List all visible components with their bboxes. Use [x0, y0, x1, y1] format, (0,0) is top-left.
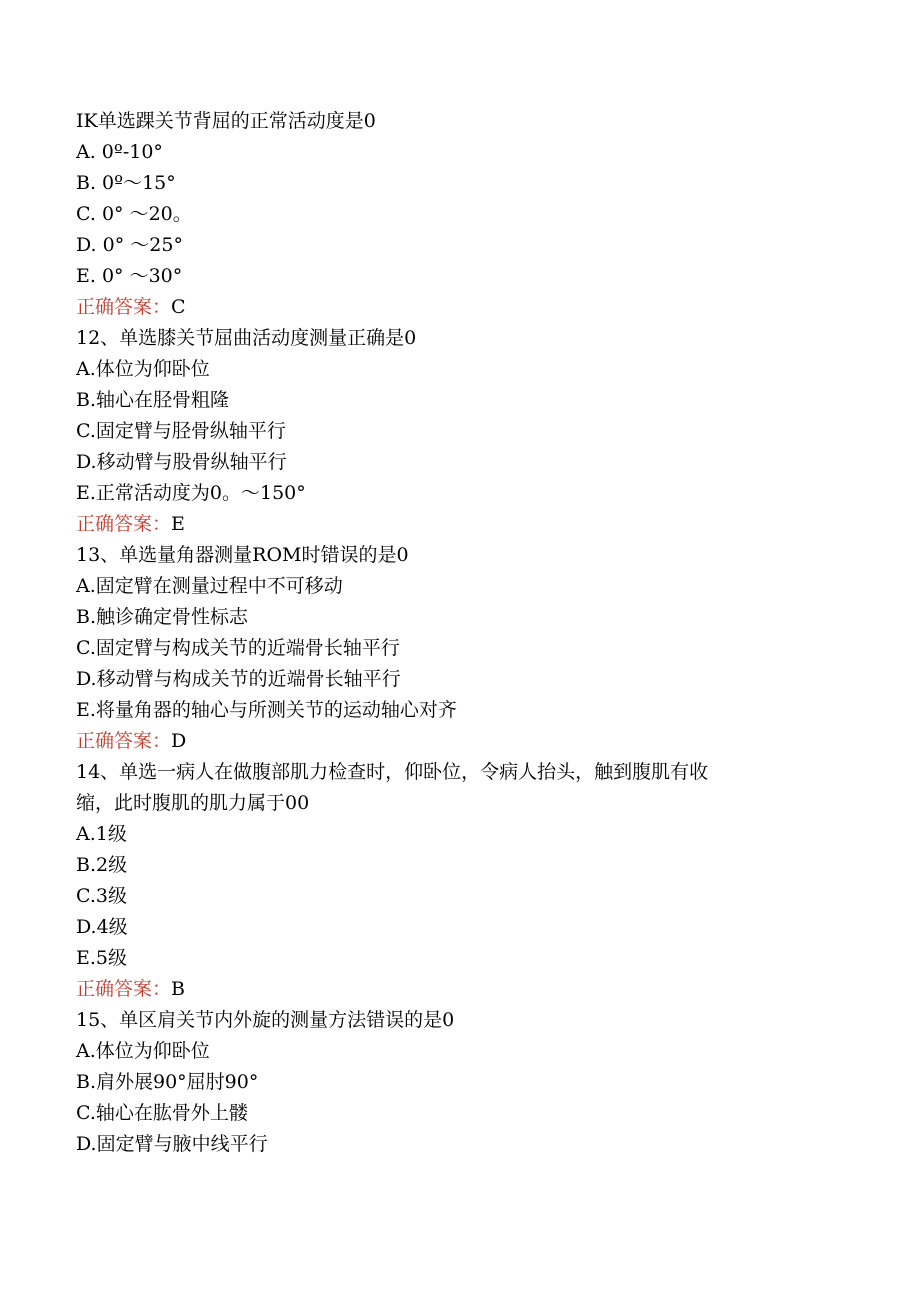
option: C.3级 [76, 885, 127, 907]
option: E.5级 [76, 947, 127, 969]
option: B.触诊确定骨性标志 [76, 606, 249, 628]
answer-line [76, 726, 876, 757]
option: C.固定臂与构成关节的近端骨长轴平行 [76, 637, 400, 659]
option: D. 0° ～25° [76, 234, 183, 256]
option: D.固定臂与腋中线平行 [76, 1133, 268, 1155]
answer-value: D [171, 730, 187, 752]
option: E. 0° ～30° [76, 265, 183, 287]
answer-value: C [171, 296, 186, 318]
option: C.固定臂与胫骨纵轴平行 [76, 420, 286, 442]
option: B. 0º～15° [76, 172, 176, 194]
answer-value: E [171, 513, 185, 535]
question-stem: 12、单选膝关节屈曲活动度测量正确是0 [76, 327, 417, 349]
answer-label: 正确答案： [76, 978, 172, 1000]
question-stem: 13、单选量角器测量ROM时错误的是0 [76, 544, 409, 566]
option: D.移动臂与构成关节的近端骨长轴平行 [76, 668, 401, 690]
answer-line [76, 509, 876, 540]
answer-line [76, 974, 876, 1005]
answer-label: 正确答案： [76, 513, 172, 535]
option: A.体位为仰卧位 [76, 358, 210, 380]
option: D.4级 [76, 916, 128, 938]
answer-label: 正确答案： [76, 730, 172, 752]
document-page [76, 106, 876, 1160]
option: A.固定臂在测量过程中不可移动 [76, 575, 343, 597]
option: A.体位为仰卧位 [76, 1040, 210, 1062]
option: A. 0º-10° [76, 141, 163, 163]
question-stem-line: 缩，此时腹肌的肌力属于00 [76, 792, 310, 814]
option: B.轴心在胫骨粗隆 [76, 389, 230, 411]
question-stem-line: 14、单选一病人在做腹部肌力检查时，仰卧位，令病人抬头，触到腹肌有收 [76, 761, 709, 783]
option: D.移动臂与股骨纵轴平行 [76, 451, 287, 473]
option: C. 0° ～20。 [76, 203, 192, 225]
option: B.肩外展90°屈肘90° [76, 1071, 259, 1093]
option: E.将量角器的轴心与所测关节的运动轴心对齐 [76, 699, 457, 721]
option: A.1级 [76, 823, 127, 845]
option: B.2级 [76, 854, 128, 876]
answer-label: 正确答案： [76, 296, 172, 318]
answer-line [76, 292, 876, 323]
option: C.轴心在肱骨外上髅 [76, 1102, 248, 1124]
question-stem: 15、单区肩关节内外旋的测量方法错误的是0 [76, 1009, 455, 1031]
answer-value: B [171, 978, 185, 1000]
option: E.正常活动度为0。～150° [76, 482, 306, 504]
question-stem: IK单选踝关节背屈的正常活动度是0 [76, 110, 376, 132]
